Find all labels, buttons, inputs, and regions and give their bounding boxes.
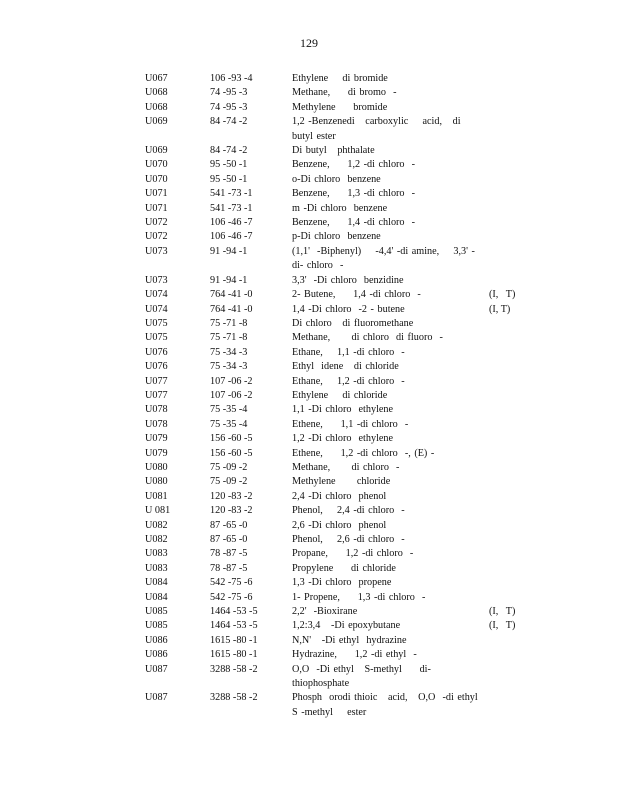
substance-name: Ethyl idene di chloride [292,361,399,373]
substance-name: O,O -Di ethyl S-methyl di- thiophosphate [292,663,435,690]
waste-code: U077 [145,375,168,387]
table-row [0,519,618,533]
waste-code: U071 [145,188,168,200]
cas-number: 74 -95 -3 [210,87,248,99]
table-row [0,245,618,274]
table-row [0,490,618,504]
table-row [0,533,618,547]
waste-code: U085 [145,620,168,632]
table-row [0,173,618,187]
hazard-code: (I, T) [489,303,511,315]
waste-code: U072 [145,217,168,229]
substance-name: Ethane, 1,2 -di chloro - [292,375,405,387]
substance-name: Phenol, 2,6 -di chloro - [292,534,405,545]
cas-number: 1615 -80 -1 [210,649,258,661]
table-row [0,432,618,446]
waste-code: U077 [145,389,168,401]
substance-name: Hydrazine, 1,2 -di ethyl - [292,649,417,661]
waste-code: U079 [145,433,168,445]
waste-code: U084 [145,577,168,589]
waste-code: U074 [145,303,168,315]
substance-name: m -Di chloro benzene [292,202,388,214]
cas-number: 75 -34 -3 [210,361,248,373]
waste-code: U086 [145,634,168,646]
cas-number: 107 -06 -2 [210,389,253,401]
table-row [0,331,618,345]
substance-name: 1,2 -Benzenedi carboxylic acid, di butyl ester [292,116,465,142]
waste-code: U068 [145,87,168,99]
hazard-code: (I, T) [489,606,516,618]
table-row [0,202,618,216]
table-row [0,663,618,692]
substance-name: Ethylene di chloride [292,389,388,401]
waste-code: U082 [145,519,168,531]
substance-name: 1,2:3,4 -Di epoxybutane [292,620,401,632]
table-row [0,187,618,201]
waste-code: U082 [145,534,168,545]
waste-code: U073 [145,274,168,286]
waste-code: U069 [145,116,168,128]
cas-number: 120 -83 -2 [210,505,253,517]
substance-name: Di chloro di fluoromethane [292,317,414,329]
substance-name: 2,4 -Di chloro phenol [292,490,387,502]
substance-name: Ethene, 1,2 -di chloro -, (E) - [292,447,435,459]
substance-name: Ethylene di bromide [292,73,388,84]
waste-code: U076 [145,346,168,358]
cas-number: 107 -06 -2 [210,375,253,387]
substance-name: 2,2' -Bioxirane [292,606,358,618]
waste-code: U075 [145,317,168,329]
waste-code: U072 [145,231,168,243]
table-row [0,605,618,619]
waste-code: U085 [145,606,168,618]
substance-name: 1,1 -Di chloro ethylene [292,404,394,416]
waste-code: U075 [145,332,168,344]
waste-code: U070 [145,173,168,185]
waste-code: U076 [145,361,168,373]
cas-number: 75 -09 -2 [210,476,248,488]
table-row [0,158,618,172]
substance-name: Methylene chloride [292,476,391,488]
substance-name: Benzene, 1,4 -di chloro - [292,217,416,229]
substance-name: 1,2 -Di chloro ethylene [292,433,394,445]
cas-number: 120 -83 -2 [210,490,253,502]
cas-number: 95 -50 -1 [210,173,248,185]
table-row [0,274,618,288]
substance-name: Di butyl phthalate [292,145,375,157]
cas-number: 75 -71 -8 [210,317,248,329]
substance-name: Methane, di bromo - [292,87,397,99]
table-row [0,648,618,662]
table-row [0,360,618,374]
table-row [0,447,618,461]
table-row [0,547,618,561]
cas-number: 542 -75 -6 [210,577,253,589]
cas-number: 106 -93 -4 [210,73,253,84]
cas-number: 75 -35 -4 [210,404,248,416]
cas-number: 764 -41 -0 [210,303,253,315]
substance-name: Phosph orodi thioic acid, O,O -di ethyl S -methyl ester [292,692,482,718]
waste-code: U078 [145,404,168,416]
table-row [0,216,618,230]
cas-number: 1464 -53 -5 [210,620,258,632]
cas-number: 78 -87 -5 [210,562,248,574]
substance-name: Ethane, 1,1 -di chloro - [292,346,405,358]
table-row [0,475,618,489]
cas-number: 156 -60 -5 [210,433,253,445]
cas-number: 84 -74 -2 [210,145,248,157]
hazard-code: (I, T) [489,289,516,301]
substance-name: Benzene, 1,3 -di chloro - [292,188,416,200]
cas-number: 75 -71 -8 [210,332,248,344]
waste-code: U084 [145,591,168,603]
substance-name: 1,3 -Di chloro propene [292,577,392,589]
cas-number: 541 -73 -1 [210,188,253,200]
substance-name: p-Di chloro benzene [292,231,381,243]
table-row [0,317,618,331]
table-row [0,576,618,590]
table-row [0,101,618,115]
cas-number: 156 -60 -5 [210,447,253,459]
table-row [0,634,618,648]
hazard-code: (I, T) [489,620,516,632]
substance-name: Propylene di chloride [292,562,396,574]
table-row [0,230,618,244]
waste-code-table [0,72,618,720]
waste-code: U087 [145,663,168,675]
cas-number: 1464 -53 -5 [210,606,258,618]
cas-number: 106 -46 -7 [210,217,253,229]
waste-code: U083 [145,548,168,560]
cas-number: 106 -46 -7 [210,231,253,243]
waste-code: U068 [145,101,168,113]
table-row [0,562,618,576]
table-row [0,303,618,317]
waste-code: U086 [145,649,168,661]
substance-name: 2- Butene, 1,4 -di chloro - [292,289,421,301]
table-row [0,461,618,475]
table-row [0,375,618,389]
table-row [0,288,618,302]
table-row [0,72,618,86]
cas-number: 1615 -80 -1 [210,634,258,646]
waste-code: U067 [145,73,168,84]
cas-number: 87 -65 -0 [210,534,248,545]
substance-name: Methane, di chloro di fluoro - [292,332,443,344]
table-row [0,144,618,158]
substance-name: 1,4 -Di chloro -2 - butene [292,303,405,315]
cas-number: 78 -87 -5 [210,548,248,560]
substance-name: N,N' -Di ethyl hydrazine [292,634,407,646]
table-row [0,418,618,432]
table-row [0,403,618,417]
table-row [0,389,618,403]
cas-number: 74 -95 -3 [210,101,248,113]
waste-code: U083 [145,562,168,574]
waste-code: U073 [145,245,168,257]
cas-number: 764 -41 -0 [210,289,253,301]
cas-number: 3288 -58 -2 [210,692,258,704]
cas-number: 75 -34 -3 [210,346,248,358]
waste-code: U080 [145,461,168,473]
substance-name: (1,1' -Biphenyl) -4,4' -di amine, 3,3' -di- chloro - [292,245,475,272]
cas-number: 3288 -58 -2 [210,663,258,675]
cas-number: 541 -73 -1 [210,202,253,214]
cas-number: 91 -94 -1 [210,274,248,286]
table-row [0,619,618,633]
waste-code: U081 [145,490,168,502]
cas-number: 75 -09 -2 [210,461,248,473]
cas-number: 84 -74 -2 [210,116,248,128]
substance-name: 2,6 -Di chloro phenol [292,519,387,531]
table-row [0,504,618,518]
waste-code: U087 [145,692,168,704]
page-number: 129 [300,36,318,50]
table-row [0,591,618,605]
waste-code: U 081 [145,505,171,517]
table-row [0,86,618,100]
substance-name: Ethene, 1,1 -di chloro - [292,418,409,430]
table-row [0,346,618,360]
substance-name: Propane, 1,2 -di chloro - [292,548,414,560]
substance-name: Benzene, 1,2 -di chloro - [292,159,416,171]
table-row [0,115,618,144]
waste-code: U070 [145,159,168,171]
waste-code: U080 [145,476,168,488]
cas-number: 542 -75 -6 [210,591,253,603]
substance-name: o-Di chloro benzene [292,173,381,185]
cas-number: 95 -50 -1 [210,159,248,171]
substance-name: Phenol, 2,4 -di chloro - [292,505,405,517]
substance-name: 3,3' -Di chloro benzidine [292,274,404,286]
cas-number: 87 -65 -0 [210,519,248,531]
cas-number: 75 -35 -4 [210,418,248,430]
waste-code: U071 [145,202,168,214]
waste-code: U079 [145,447,168,459]
waste-code: U078 [145,418,168,430]
cas-number: 91 -94 -1 [210,245,248,257]
table-row [0,691,618,720]
substance-name: Methane, di chloro - [292,461,400,473]
waste-code: U069 [145,145,168,157]
substance-name: Methylene bromide [292,101,388,113]
waste-code: U074 [145,289,168,301]
substance-name: 1- Propene, 1,3 -di chloro - [292,591,426,603]
